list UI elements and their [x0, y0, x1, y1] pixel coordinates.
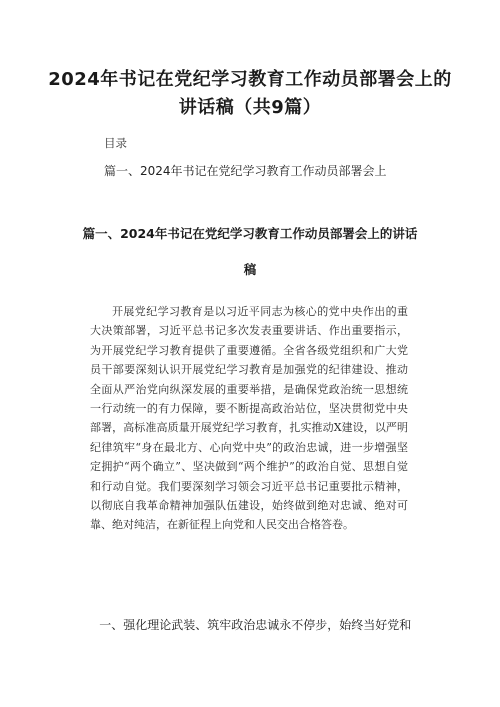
section-title: 篇一、2024年书记在党纪学习教育工作动员部署会上的讲话稿 — [82, 226, 418, 277]
body-paragraph: 开展党纪学习教育是以习近平同志为核心的党中央作出的重大决策部署，习近平总书记多次发表重要讲话、作出重要指示，为开展党纪学习教育提供了重要遵循。全省各级党组织和广大党员干部要深刻认识开展党纪学习教育是加强党的纪律建设、推动全面从严治党向纵深发展的重要举措，是确保党政治统一思想统一行动统一的有力保障，要不断提高政治站位，坚决贯彻党中央部署，高标准高质量开展党纪学习教育，扎实推动X建设，以严明纪律筑牢“身在最北方、心向党中央”的政治忠诚，进一步增强坚定拥护“两个确立”、坚决做到“两个维护”的政治自觉、思想自觉和行动自觉。我们要深刻学习领会习近平总书记重要批示精神，以彻底自我革命精神加强队伍建设，始终做到绝对忠诚、绝对可靠、绝对纯洁，在新征程上向党和人民交出合格答卷。 — [90, 305, 408, 532]
toc-item-1[interactable]: 篇一、2024年书记在党纪学习教育工作动员部署会上 — [104, 164, 387, 178]
document-title: 2024年书记在党纪学习教育工作动员部署会上的讲话稿（共9篇） — [48, 69, 452, 118]
body-heading-1: 一、强化理论武装、筑牢政治忠诚永不停步，始终当好党和 — [99, 618, 412, 632]
toc-heading: 目录 — [104, 136, 127, 150]
